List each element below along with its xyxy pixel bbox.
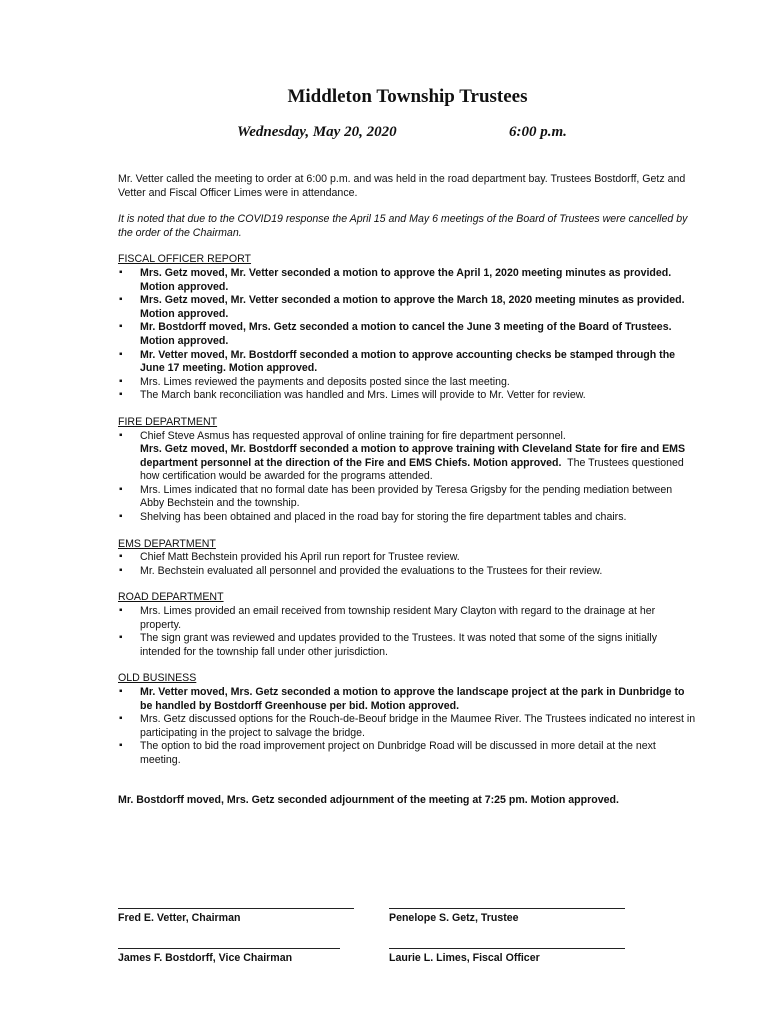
list-item: ▪ Mr. Bostdorff moved, Mrs. Getz seconded a motion to cancel the June 3 meeting of the Board of Trustees. Motion approved. (118, 321, 698, 348)
fiscal-officer-heading: FISCAL OFFICER REPORT (118, 253, 252, 266)
document-title: Middleton Township Trustees (287, 86, 528, 107)
list-item: ▪ Mrs. Getz discussed options for the Rouch-de-Beouf bridge in the Maumee River. The Trustees indicated no interest in participating in the project to salvage the bridge. (118, 713, 698, 740)
signature-line (118, 936, 340, 949)
list-item: ▪ The sign grant was reviewed and updates provided to the Trustees. It was noted that some of the signs initially intended for the township fall under other jurisdiction. (118, 632, 698, 659)
fiscal-officer-section (118, 253, 698, 403)
meeting-time: 6:00 p.m. (509, 124, 567, 140)
list-item: ▪ Mrs. Limes reviewed the payments and deposits posted since the last meeting. (118, 376, 698, 390)
fire-department-section (118, 416, 698, 525)
list-item: ▪ The March bank reconciliation was handled and Mrs. Limes will provide to Mr. Vetter for review. (118, 389, 698, 403)
list-item (118, 430, 698, 484)
signature-name: James F. Bostdorff, Vice Chairman (118, 952, 293, 964)
certification-text: The Trustees questioned how certification would be awarded for the programs attended. (140, 456, 684, 483)
fire-department-heading: FIRE DEPARTMENT (118, 415, 218, 428)
old-business-list (118, 686, 698, 768)
old-business-section (118, 672, 698, 767)
intro-paragraph: Mr. Vetter called the meeting to order at 6:00 p.m. and was held in the road department bay. Trustees Bostdorff, Getz and Vetter and Fiscal Officer Limes were in attendance. (118, 173, 686, 199)
list-item: ▪ Mrs. Limes provided an email received from township resident Mary Clayton with regard to the drainage at her property. (118, 605, 698, 632)
list-item: ▪ Shelving has been obtained and placed in the road bay for storing the fire department tables and chairs. (118, 511, 698, 525)
old-business-heading: OLD BUSINESS (118, 672, 197, 685)
ems-department-heading: EMS DEPARTMENT (118, 537, 216, 550)
fiscal-officer-list (118, 267, 698, 403)
road-department-list (118, 605, 698, 659)
signature-line (118, 896, 354, 909)
list-item: ▪ Mrs. Getz moved, Mr. Vetter seconded a motion to approve the March 18, 2020 meeting minutes as provided. Motion approved. (118, 294, 698, 321)
list-item: ▪ Mrs. Getz moved, Mr. Vetter seconded a motion to approve the April 1, 2020 meeting minutes as provided. Motion approved. (118, 267, 698, 294)
signature-name: Laurie L. Limes, Fiscal Officer (389, 952, 540, 964)
signature-block-limes (389, 936, 625, 964)
signature-block-bostdorff (118, 936, 340, 964)
road-department-heading: ROAD DEPARTMENT (118, 591, 224, 604)
signature-line (389, 896, 625, 909)
road-department-section (118, 591, 698, 659)
ems-department-list (118, 551, 698, 578)
list-item: ▪ Chief Matt Bechstein provided his April run report for Trustee review. (118, 551, 698, 565)
covid-note: It is noted that due to the COVID19 response the April 15 and May 6 meetings of the Board of Trustees were cancelled by the order of the Chairman. (118, 213, 688, 239)
list-item: ▪ Mr. Vetter moved, Mrs. Getz seconded a motion to approve the landscape project at the park in Dunbridge to be handled by Bostdorff Greenhouse per bid. Motion approved. (118, 686, 698, 713)
minutes-body (118, 173, 698, 820)
signature-block-vetter (118, 896, 354, 924)
training-request-text: Chief Steve Asmus has requested approval of online training for fire department personnel. (140, 429, 566, 442)
list-item: ▪ Mr. Vetter moved, Mr. Bostdorff seconded a motion to approve accounting checks be stamped through the June 17 meeting. Motion approved. (118, 349, 698, 376)
signature-block-getz (389, 896, 625, 924)
adjournment-motion: Mr. Bostdorff moved, Mrs. Getz seconded adjournment of the meeting at 7:25 pm. Motion approved. (118, 793, 619, 806)
signature-line (389, 936, 625, 949)
signature-name: Penelope S. Getz, Trustee (389, 912, 519, 924)
signature-name: Fred E. Vetter, Chairman (118, 912, 241, 924)
meeting-date: Wednesday, May 20, 2020 (237, 124, 397, 140)
fire-department-list (118, 430, 698, 525)
list-item: ▪ The option to bid the road improvement project on Dunbridge Road will be discussed in more detail at the next meeting. (118, 740, 698, 767)
ems-department-section (118, 538, 698, 579)
list-item: ▪ Mrs. Limes indicated that no formal date has been provided by Teresa Grigsby for the pending mediation between Abby Bechstein and the township. (118, 484, 698, 511)
list-item: ▪ Mr. Bechstein evaluated all personnel and provided the evaluations to the Trustees for their review. (118, 565, 698, 579)
training-motion-text: Mrs. Getz moved, Mr. Bostdorff seconded a motion to approve training with Cleveland State for fire and EMS department personnel at the direction of the Fire and EMS Chiefs. Motion approved. (140, 443, 686, 469)
